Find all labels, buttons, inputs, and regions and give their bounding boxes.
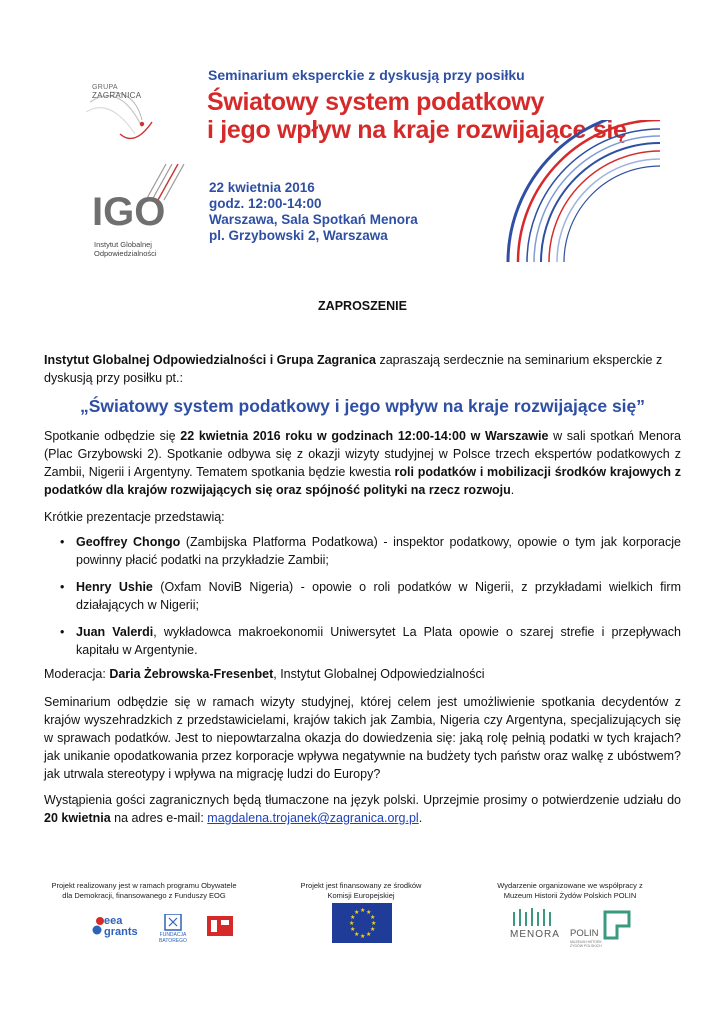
eea-line1: eea — [104, 915, 123, 927]
intro-text: zapraszają serdecznie na seminarium eksperckie z dyskusją przy posiłku pt.: — [44, 353, 663, 385]
fundacja-batorego-label: FUNDACJA BATOREGO — [159, 932, 187, 944]
details-topic-bold: roli podatków i mobilizacji środków krajowych z podatków dla krajów rozwijających się oraz spójność polityki na rzecz rozwoju — [44, 465, 681, 497]
event-place: Warszawa, Sala Spotkań Menora — [209, 212, 418, 227]
rsvp-deadline: 20 kwietnia — [44, 811, 111, 825]
details-text-a: Spotkanie odbędzie się — [44, 429, 181, 443]
speaker-desc: (Zambijska Platforma Podatkowa) - inspektor podatkowy, opowie o tym jak korporacje powinny płacić podatki na przykładzie Zambii; — [76, 535, 681, 567]
speaker-name: Geoffrey Chongo — [76, 535, 181, 549]
invitation-heading: ZAPROSZENIE — [318, 299, 407, 313]
moderator-org: , Instytut Globalnej Odpowiedzialności — [273, 667, 485, 681]
footer-col2-text — [276, 881, 446, 901]
eu-flag-icon — [332, 903, 392, 943]
details-date-bold: 22 kwietnia 2016 roku w godzinach 12:00-14:00 w Warszawie — [180, 429, 549, 443]
igo-logo — [84, 162, 194, 262]
footer-col3-line2: Muzeum Historii Żydów Polskich POLIN — [503, 891, 637, 900]
speaker-item — [60, 533, 681, 569]
context-paragraph: Seminarium odbędzie się w ramach wizyty studyjnej, której celem jest umożliwienie spotkania decydentów z krajów wyszehradzkich z przedstawicielami, krajów takich jak Zambia, Nigeria czy Argentyna, specjalizujących się w sprawach podatków. Jest to niepowtarzalna okazja do dowiedzenia się: jaką rolę pełnią podatki w tych krajach? jak unikanie opodatkowania przez korporacje wpływa negatywnie na budżety tych państw oraz walkę z ubóstwem? jak utrwala stereotypy i wpływa na migrację ludzi do Europy? — [44, 695, 681, 781]
grupa-logo-line2: ZAGRANICA — [92, 91, 142, 100]
svg-text:★: ★ — [371, 920, 377, 927]
seminar-title-line1: Światowy system podatkowy — [207, 88, 545, 116]
grupa-logo-line1: GRUPA — [92, 84, 118, 91]
svg-text:★: ★ — [360, 907, 366, 914]
details-text-c: w sali spotkań Menora (Plac Grzybowski 2). Spotkanie odbywa się z okazji wizyty studyjnej w Polsce trzech ekspertów podatkowych z Zambii, Nigerii i Argentyny. Tematem spotkania będzie kwestia — [44, 429, 681, 479]
footer-col1-text — [40, 881, 248, 901]
presentations-label: Krótkie prezentacje przedstawią: — [44, 510, 225, 524]
rsvp-text-a: Wystąpienia gości zagranicznych będą tłumaczone na język polski. Uprzejmie prosimy o potwierdzenie udziału do — [44, 793, 681, 807]
footer-col1-line2: dla Demokracji, finansowanego z Funduszy EOG — [62, 891, 226, 900]
eea-line2: grants — [104, 926, 138, 938]
bullet-icon: • — [60, 580, 65, 594]
intro-paragraph — [44, 351, 681, 387]
svg-text:★: ★ — [350, 914, 356, 921]
menora-label: MENORA — [510, 929, 560, 940]
rsvp-text-d: . — [418, 811, 423, 825]
footer-col3-text — [470, 881, 670, 901]
polin-logo-icon — [603, 910, 631, 940]
speaker-item — [60, 578, 681, 614]
moderation-label: Moderacja: — [44, 667, 110, 681]
svg-text:★: ★ — [370, 914, 376, 921]
event-time: godz. 12:00-14:00 — [209, 196, 322, 211]
rsvp-paragraph — [44, 791, 681, 827]
speaker-name: Henry Ushie — [76, 580, 153, 594]
grupa-zagranica-logo — [80, 72, 170, 152]
moderator-name: Daria Żebrowska-Fresenbet — [109, 667, 274, 681]
svg-text:★: ★ — [370, 926, 376, 933]
rsvp-email-link[interactable]: magdalena.trojanek@zagranica.org.pl — [207, 811, 419, 825]
speaker-desc: , wykładowca makroekonomii Uniwersytet La Plata opowie o szarej strefie i przepływach kapitału w Argentynie. — [76, 625, 681, 657]
igo-logo-sub2: Odpowiedzialności — [94, 249, 157, 258]
moderation-line — [44, 665, 681, 683]
svg-text:★: ★ — [354, 909, 360, 916]
menora-logo-icon — [510, 906, 560, 948]
polin-label: POLIN — [570, 928, 599, 939]
footer-col2-line2: Komisji Europejskiej — [327, 891, 395, 900]
details-paragraph — [44, 427, 681, 499]
svg-text:★: ★ — [354, 931, 360, 938]
intro-organizers: Instytut Globalnej Odpowiedzialności i Grupa Zagranica — [44, 353, 376, 367]
igo-logo-sub1: Instytut Globalnej — [94, 240, 152, 249]
svg-text:★: ★ — [366, 909, 372, 916]
bullet-icon: • — [60, 535, 65, 549]
footer-col2-line1: Projekt jest finansowany ze środków — [300, 881, 422, 890]
footer-col1-line1: Projekt realizowany jest w ramach programu Obywatele — [51, 881, 237, 890]
svg-text:★: ★ — [349, 920, 355, 927]
svg-text:★: ★ — [350, 926, 356, 933]
polin-sublabel: MUZEUM HISTORII ŻYDÓW POLSKICH — [570, 940, 602, 948]
speaker-name: Juan Valerdi — [76, 625, 154, 639]
eu-stars-icon — [332, 903, 392, 943]
eea-grants-logo — [104, 916, 138, 938]
svg-text:★: ★ — [360, 933, 366, 940]
speaker-item — [60, 623, 681, 659]
seminar-title-line2: i jego wpływ na kraje rozwijające się — [207, 116, 627, 144]
decorative-arcs-icon — [500, 120, 660, 262]
seminar-quote-title: „Światowy system podatkowy i jego wpływ na kraje rozwijające się” — [79, 396, 646, 416]
event-date: 22 kwietnia 2016 — [209, 180, 315, 195]
details-text-e: . — [510, 483, 515, 497]
footer-col3-line1: Wydarzenie organizowane we współpracy z — [497, 881, 643, 890]
igo-logo-text: IGO — [92, 190, 166, 234]
seminar-subtitle: Seminarium eksperckie z dyskusją przy posiłku — [208, 67, 525, 83]
event-address: pl. Grzybowski 2, Warszawa — [209, 228, 388, 243]
rsvp-text-c: na adres e-mail: — [110, 811, 208, 825]
speaker-desc: (Oxfam NoviB Nigeria) - opowie o roli podatków w Nigerii, z przykładami wielkich firm działających w Nigerii; — [76, 580, 681, 612]
partner-red-logo-icon — [205, 914, 235, 938]
svg-text:★: ★ — [366, 931, 372, 938]
bullet-icon: • — [60, 625, 65, 639]
